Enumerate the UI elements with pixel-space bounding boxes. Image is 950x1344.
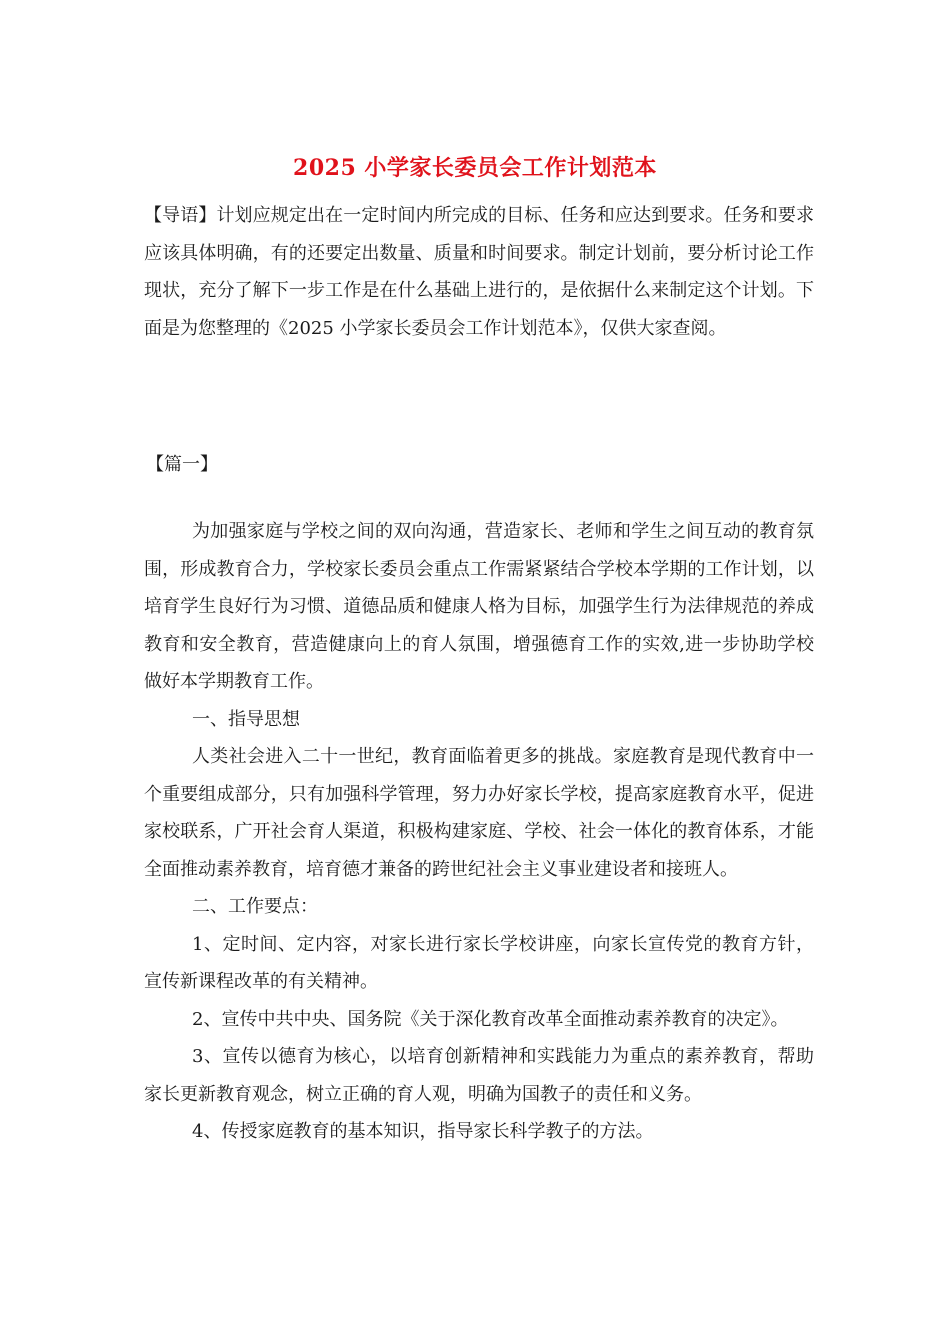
list-item: 2、宣传中共中央、国务院《关于深化教育改革全面推动素养教育的决定》。 [192,1008,789,1030]
body-paragraph: 为加强家庭与学校之间的双向沟通，营造家长、老师和学生之间互动的教育氛围，形成教育合力，学校家长委员会重点工作需紧紧结合学校本学期的工作计划，以培育学生良好行为习惯、道德品质和健康人格为目标，加强学生行为法律规范的养成教育和安全教育，营造健康向上的育人氛围，增强德育工作的实效,进一步协助学校做好本学期教育工作。 [144,521,814,692]
document-title: 2025 小学家长委员会工作计划范本 [293,155,657,181]
heading-guiding-ideology: 一、指导思想 [192,708,300,730]
list-item: 3、宣传以德育为核心，以培育创新精神和实践能力为重点的素养教育，帮助家长更新教育观念，树立正确的育人观，明确为国教子的责任和义务。 [144,1046,814,1105]
list-item: 4、传授家庭教育的基本知识，指导家长科学教子的方法。 [192,1121,654,1142]
body-paragraph: 人类社会进入二十一世纪，教育面临着更多的挑战。家庭教育是现代教育中一个重要组成部分，只有加强科学管理，努力办好家长学校，提高家庭教育水平，促进家校联系，广开社会育人渠道，积极构建家庭、学校、社会一体化的教育体系，才能全面推动素养教育，培育德才兼备的跨世纪社会主义事业建设者和接班人。 [144,746,814,880]
heading-work-points: 二、工作要点： [192,896,318,917]
section-label: 【篇一】 [146,454,218,475]
intro-paragraph: 【导语】计划应规定出在一定时间内所完成的目标、任务和应达到要求。任务和要求应该具体明确，有的还要定出数量、质量和时间要求。制定计划前，要分析讨论工作现状，充分了解下一步工作是在什么基础上进行的，是依据什么来制定这个计划。下面是为您整理的《2025 小学家长委员会工作计划范本》，仅供大家查阅。 [144,205,814,339]
body-text [144,513,814,1151]
list-item: 1、定时间、定内容，对家长进行家长学校讲座，向家长宣传党的教育方针，宣传新课程改革的有关精神。 [144,933,814,992]
